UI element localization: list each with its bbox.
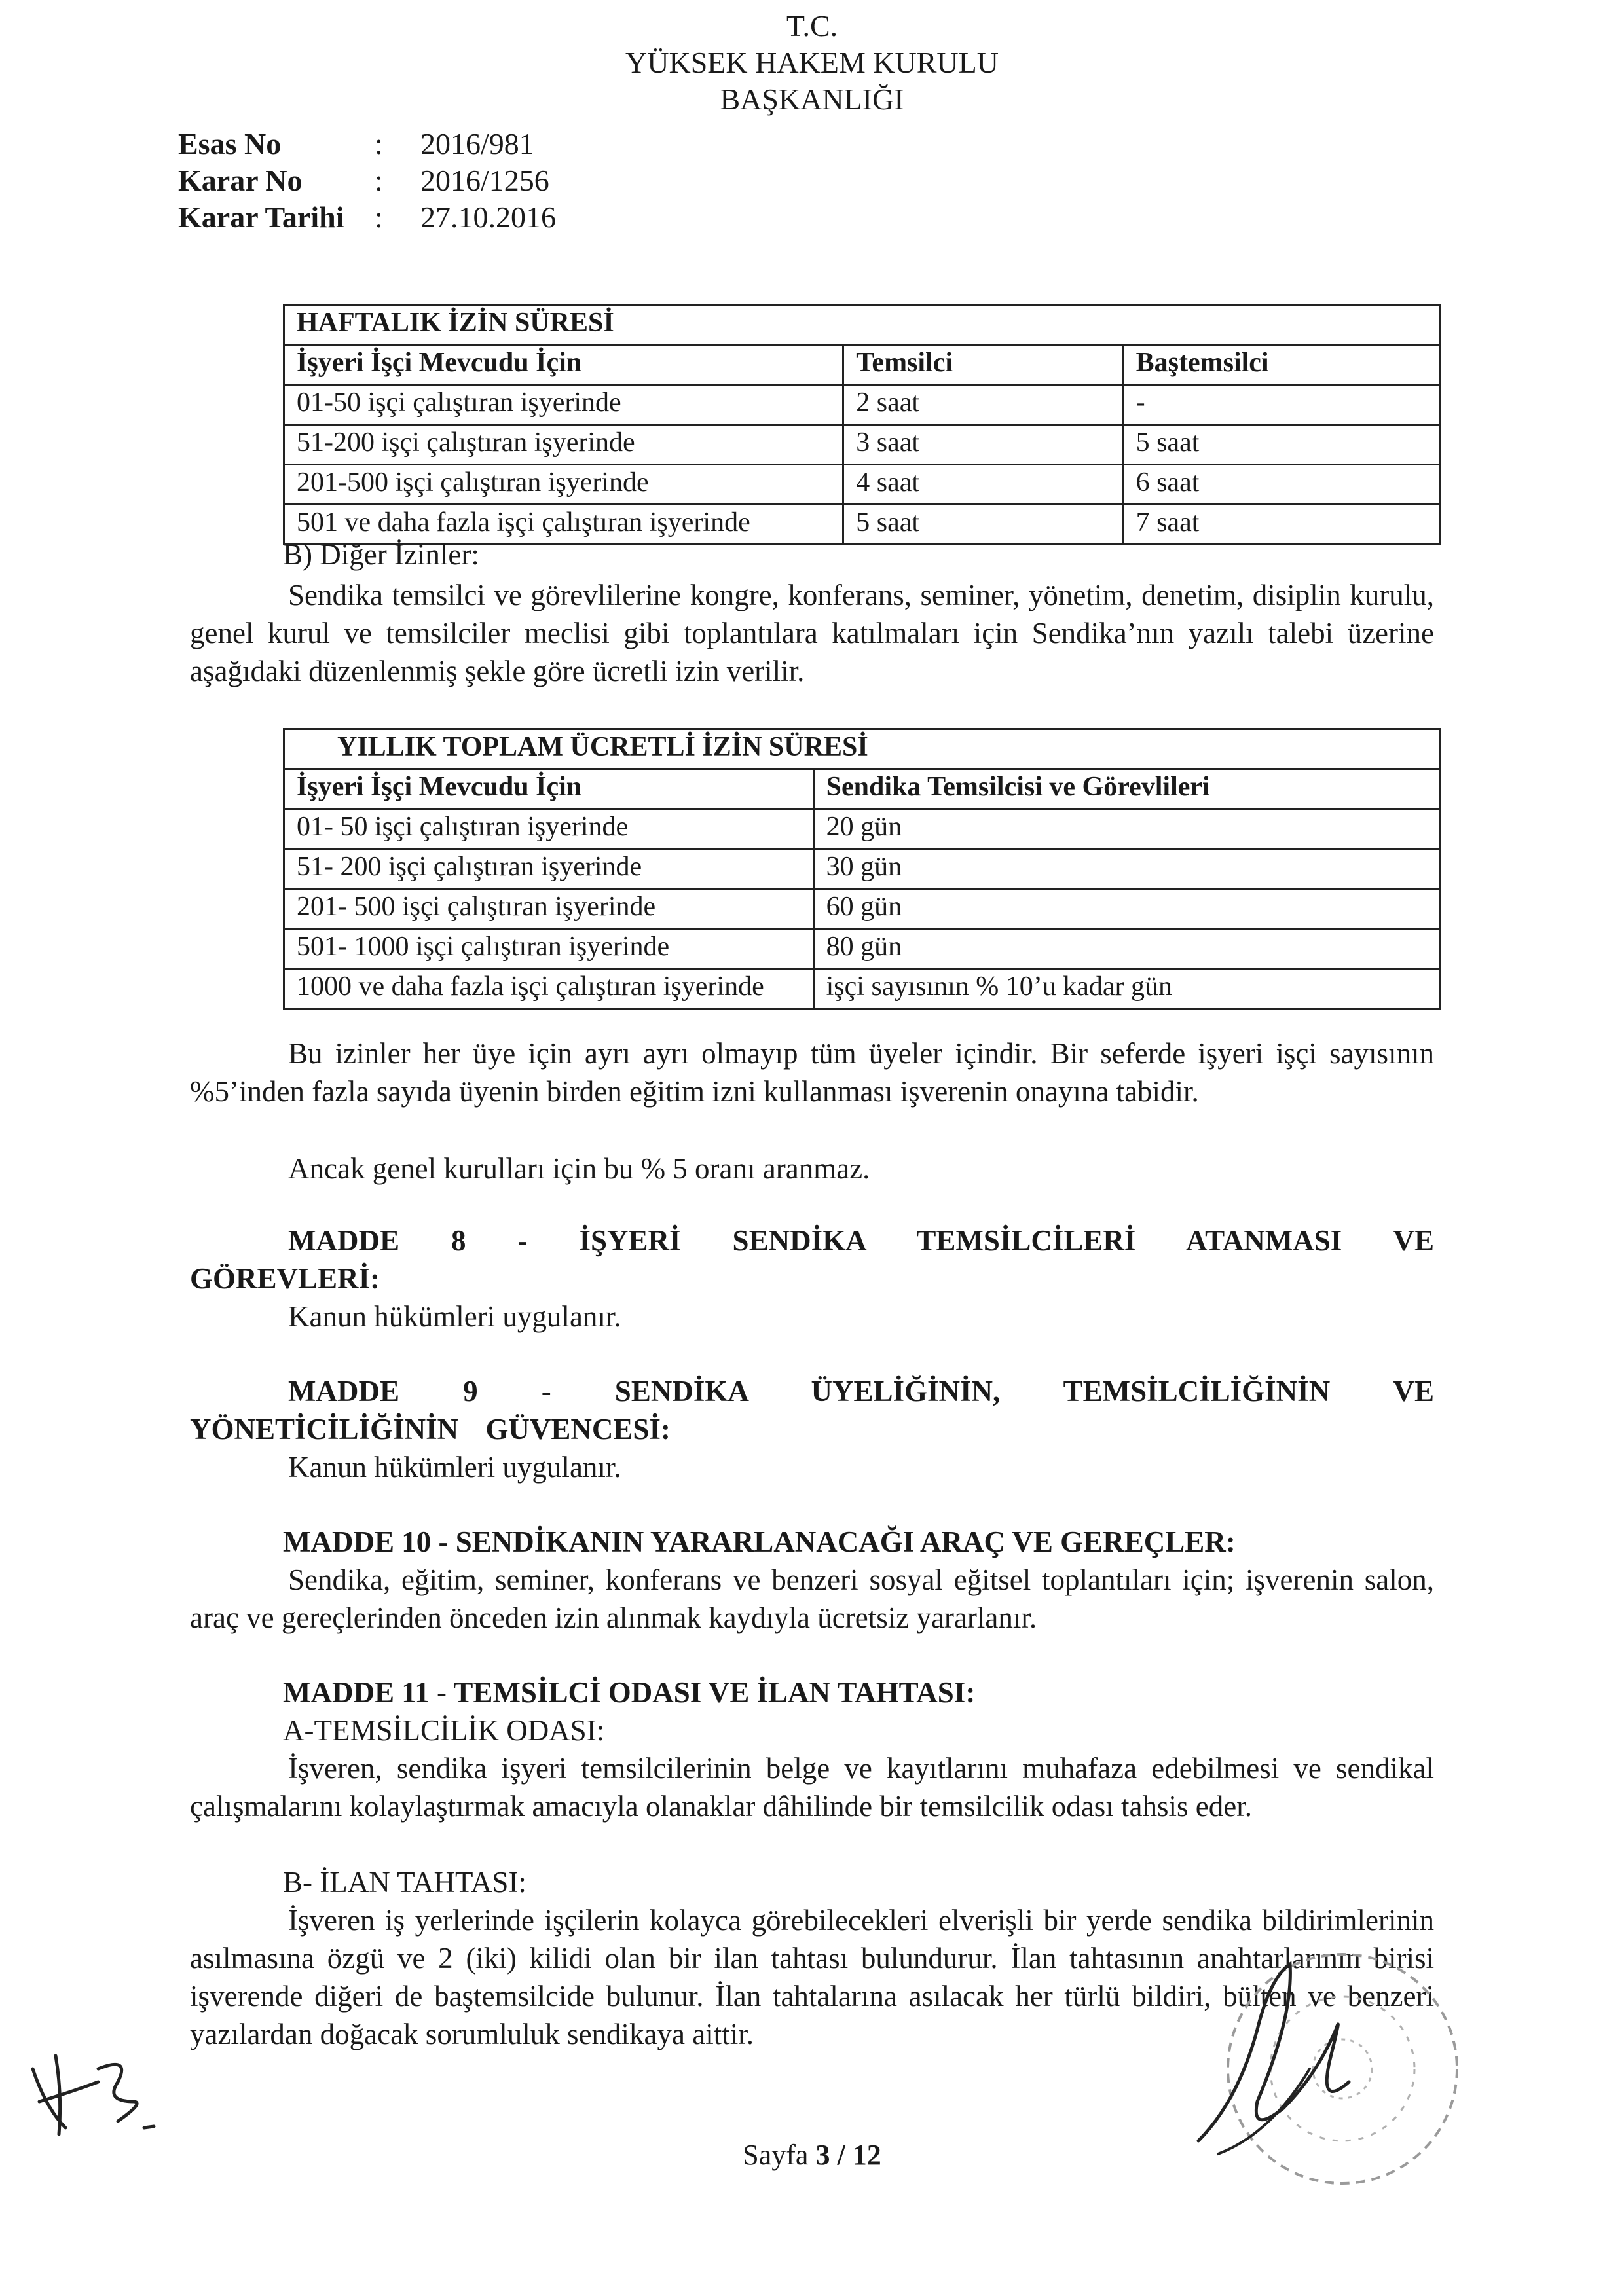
table-cell: 51- 200 işçi çalıştıran işyerinde (284, 849, 814, 889)
representative-room-subtitle: A-TEMSİLCİLİK ODASI: (283, 1714, 605, 1747)
table-row (284, 969, 1440, 1009)
meta-colon: : (375, 200, 383, 234)
meta-label: Karar No (178, 164, 303, 197)
official-stamp-signature (1179, 1938, 1493, 2213)
meta-row-karar (178, 162, 556, 199)
article-11-title: MADDE 11 - TEMSİLCİ ODASI VE İLAN TAHTASI: (283, 1676, 976, 1709)
section-b-title: B) Diğer İzinler: (283, 538, 479, 571)
table-row (284, 849, 1440, 889)
table-cell: 201- 500 işçi çalıştıran işyerinde (284, 889, 814, 929)
table-title: YILLIK TOPLAM ÜCRETLİ İZİN SÜRESİ (284, 729, 1440, 769)
section-b-text: Sendika temsilci ve görevlilerine kongre, konferans, seminer, yönetim, denetim, disiplin kurulu, genel kurul ve temsilciler meclisi gibi toplantılara katılmaları için Sendika’nın yazılı talebi üzerine aşağıdaki düzenlenmiş şekle göre ücretli izin verilir. (190, 579, 1434, 687)
notice-board-subtitle: B- İLAN TAHTASI: (283, 1866, 526, 1899)
case-meta (178, 126, 556, 236)
table-row (284, 385, 1440, 425)
page-number: 3 / 12 (815, 2139, 881, 2171)
handwritten-initials-signature (20, 2030, 177, 2141)
meta-value: 2016/981 (420, 127, 534, 160)
header-tc: T.C. (786, 9, 838, 43)
table-header-cell: Baştemsilci (1123, 345, 1439, 385)
table-cell: 3 saat (843, 425, 1123, 465)
table-cell: 7 saat (1123, 505, 1439, 545)
table-cell: 4 saat (843, 465, 1123, 505)
meta-value: 2016/1256 (420, 164, 549, 197)
meta-colon: : (375, 164, 383, 197)
article-8-title: MADDE 8 - İŞYERİ SENDİKA TEMSİLCİLERİ ATANMASI VE GÖREVLERİ: (190, 1224, 1434, 1295)
article-8-text: Kanun hükümleri uygulanır. (288, 1300, 621, 1333)
table-header-cell: İşyeri İşçi Mevcudu İçin (284, 769, 814, 809)
page-prefix: Sayfa (743, 2139, 816, 2171)
table-cell: 5 saat (843, 505, 1123, 545)
general-assembly-note: Ancak genel kurulları için bu % 5 oranı aranmaz. (288, 1152, 870, 1185)
table-cell: - (1123, 385, 1439, 425)
table-cell: 01-50 işçi çalıştıran işyerinde (284, 385, 843, 425)
table-header-cell: İşyeri İşçi Mevcudu İçin (284, 345, 843, 385)
meta-colon: : (375, 127, 383, 160)
table-cell: 20 gün (813, 809, 1439, 849)
article-9-title: MADDE 9 - SENDİKA ÜYELİĞİNİN, TEMSİLCİLİĞİNİN VE YÖNETİCİLİĞİNİN GÜVENCESİ: (190, 1375, 1434, 1446)
article-10-text: Sendika, eğitim, seminer, konferans ve benzeri sosyal eğitsel toplantıları için; işverenin salon, araç ve gereçlerinden önceden izin alınmak kaydıyla ücretsiz yararlanır. (190, 1563, 1434, 1634)
table-header-cell: Temsilci (843, 345, 1123, 385)
table-cell: 2 saat (843, 385, 1123, 425)
header-institution: YÜKSEK HAKEM KURULU (625, 46, 999, 79)
meta-row-tarih (178, 199, 556, 236)
table-cell: 80 gün (813, 929, 1439, 969)
article-10-title: MADDE 10 - SENDİKANIN YARARLANACAĞI ARAÇ VE GEREÇLER: (283, 1525, 1236, 1558)
table-row (284, 889, 1440, 929)
table-cell: 51-200 işçi çalıştıran işyerinde (284, 425, 843, 465)
table-cell: işçi sayısının % 10’u kadar gün (813, 969, 1439, 1009)
notice-board-text: İşveren iş yerlerinde işçilerin kolayca görebilecekleri elverişli bir yerde sendika bildirimlerinin asılmasına özgü ve 2 (iki) kilidi olan bir ilan tahtası bulundurur. İlan tahtasının anahtarlarının birisi işverende diğeri de baştemsilcide bulunur. İlan tahtalarına asılacak her türlü bildiri, bülten ve benzeri yazılardan doğacak sorumluluk sendikaya aittir. (190, 1904, 1434, 2050)
table-cell: 01- 50 işçi çalıştıran işyerinde (284, 809, 814, 849)
article-9-text: Kanun hükümleri uygulanır. (288, 1451, 621, 1484)
representative-room-text: İşveren, sendika işyeri temsilcilerinin belge ve kayıtlarını muhafaza edebilmesi ve sendikal çalışmalarını kolaylaştırmak amacıyla olanaklar dâhilinde bir temsilcilik odası tahsis eder. (190, 1752, 1434, 1823)
table-cell: 1000 ve daha fazla işçi çalıştıran işyerinde (284, 969, 814, 1009)
table-row (284, 929, 1440, 969)
meta-label: Esas No (178, 127, 282, 160)
header-presidency: BAŞKANLIĞI (720, 82, 904, 116)
table-cell: 6 saat (1123, 465, 1439, 505)
table-row (284, 809, 1440, 849)
table-row (284, 465, 1440, 505)
members-note: Bu izinler her üye için ayrı ayrı olmayıp tüm üyeler içindir. Bir seferde işyeri işçi sayısının %5’inden fazla sayıda üyenin birden eğitim izni kullanması işverenin onayına tabidir. (190, 1037, 1434, 1108)
table-title: HAFTALIK İZİN SÜRESİ (284, 305, 1440, 345)
table-cell: 501- 1000 işçi çalıştıran işyerinde (284, 929, 814, 969)
weekly-leave-table (283, 304, 1441, 545)
table-row (284, 425, 1440, 465)
table-header-cell: Sendika Temsilcisi ve Görevlileri (813, 769, 1439, 809)
annual-leave-table (283, 728, 1441, 1010)
table-cell: 60 gün (813, 889, 1439, 929)
meta-row-esas (178, 126, 556, 162)
table-cell: 201-500 işçi çalıştıran işyerinde (284, 465, 843, 505)
table-cell: 501 ve daha fazla işçi çalıştıran işyerinde (284, 505, 843, 545)
meta-label: Karar Tarihi (178, 200, 344, 234)
table-cell: 5 saat (1123, 425, 1439, 465)
table-cell: 30 gün (813, 849, 1439, 889)
meta-value: 27.10.2016 (420, 200, 556, 234)
